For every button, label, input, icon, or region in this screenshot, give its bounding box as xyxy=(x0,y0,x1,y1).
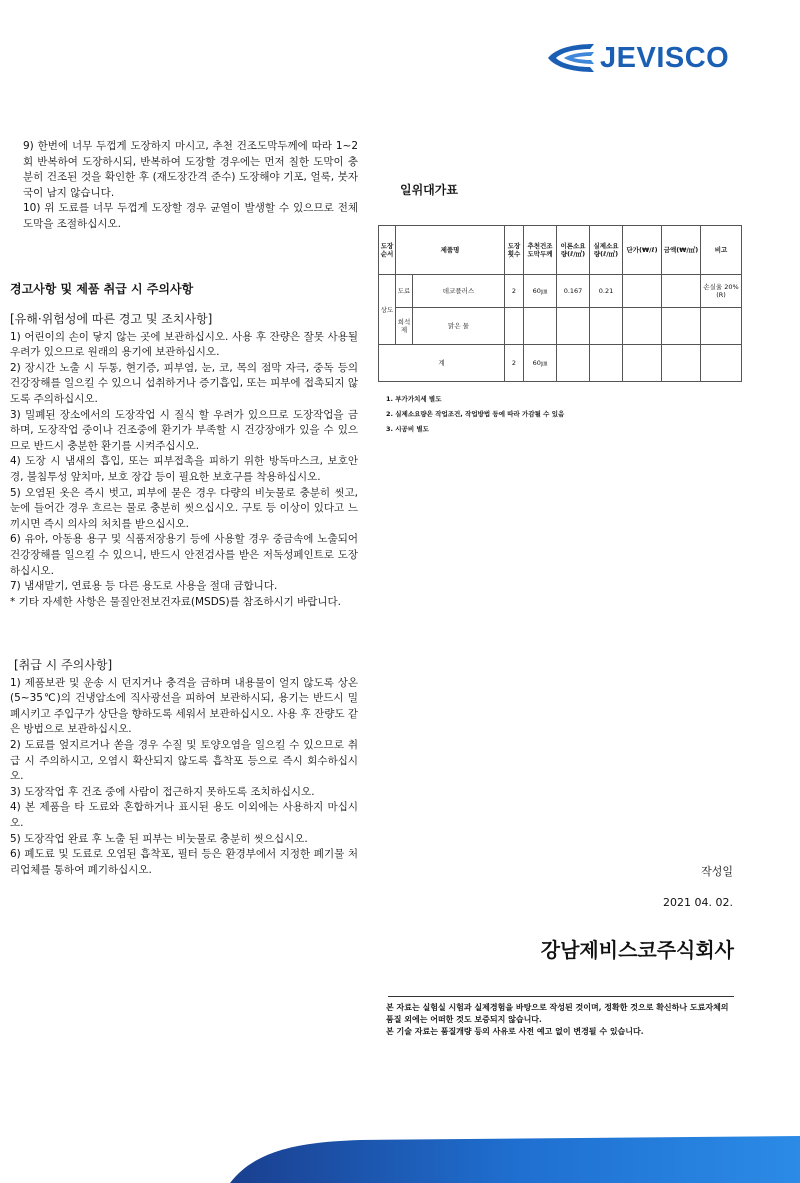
thickness-cell: 60㎛ xyxy=(524,275,557,308)
logo-swoosh-icon xyxy=(544,40,598,76)
name-cell: 맑은 물 xyxy=(413,308,505,345)
warning-heading: 경고사항 및 제품 취급 시 주의사항 xyxy=(10,282,194,296)
warning-item: 5) 오염된 옷은 즉시 벗고, 피부에 묻은 경우 다량의 비눗물로 충분히 씻고, 눈에 들어간 경우 흐르는 물로 충분히 씻으십시오. 구토 등 이상이 있다고 느끼시면 즉시 의사의 처치를 받으십시오. xyxy=(10,486,358,530)
table-title: 일위대가표 xyxy=(400,183,458,197)
coats-cell xyxy=(505,308,524,345)
note-cell: 손실율 20%(R) xyxy=(701,275,742,308)
date-label: 작성일 xyxy=(701,865,733,878)
note-item: 1. 부가가치세 별도 xyxy=(386,395,442,403)
handling-item: 2) 도료를 엎지르거나 쏟을 경우 수질 및 토양오염을 일으킬 수 있으므로 취급 시 주의하시고, 오염시 확산되지 않도록 흡착포 등으로 즉시 회수하십시오. xyxy=(10,738,358,783)
warning-item: 3) 밀폐된 장소에서의 도장작업 시 질식 할 우려가 있으므로 도장작업을 금하며, 도장작업 중이나 건조중에 환기가 부족할 시 건강장애가 있을 수 있으므로 반드시 충분한 환기를 시켜주십시오. xyxy=(10,408,358,452)
table-header-row xyxy=(379,226,742,275)
theory-cell xyxy=(557,308,590,345)
header-cell: 실제소요량(ℓ/㎡) xyxy=(590,226,623,275)
warning-item: 1) 어린이의 손이 닿지 않는 곳에 보관하십시오. 사용 후 잔량은 잘못 사용될 우려가 있으므로 원래의 용기에 보관하십시오. xyxy=(10,330,358,359)
handling-item: 3) 도장작업 후 건조 중에 사람이 접근하지 못하도록 조치하십시오. xyxy=(10,785,315,798)
type-cell: 희석제 xyxy=(396,308,413,345)
disclaimer xyxy=(386,1001,736,1037)
handling-subheading: [취급 시 주의사항] xyxy=(14,658,113,672)
note-item: 2. 실제소요량은 작업조건, 작업방법 등에 따라 가감될 수 있음 xyxy=(386,410,565,418)
footer-wave-decoration xyxy=(0,1130,800,1183)
warning-item: * 기타 자세한 사항은 물질안전보건자료(MSDS)를 참조하시기 바랍니다. xyxy=(10,595,341,608)
table-row xyxy=(379,308,742,345)
company-logo xyxy=(544,40,744,76)
date-value: 2021 04. 02. xyxy=(663,896,733,909)
warning-section xyxy=(10,312,358,610)
warning-subheading: [유해·위험성에 따른 경고 및 조치사항] xyxy=(10,312,213,326)
header-cell: 제품명 xyxy=(396,226,505,275)
actual-cell: 0.21 xyxy=(590,275,623,308)
header-cell: 금액(₩/㎡) xyxy=(662,226,701,275)
handling-item: 1) 제품보관 및 운송 시 던지거나 충격을 금하며 내용물이 얼지 않도록 상온(5~35℃)의 건냉암소에 직사광선을 피하여 보관하시되, 용기는 반드시 밀폐시키고 주입구가 상단을 향하도록 세워서 보관하십시오. 사용 후 잔량도 같은 방법으로 보관하십시오. xyxy=(10,676,358,736)
header-cell: 단가(₩/ℓ) xyxy=(623,226,662,275)
company-name: 강남제비스코주식회사 xyxy=(540,938,734,962)
handling-item: 5) 도장작업 완료 후 노출 된 피부는 비눗물로 충분히 씻으십시오. xyxy=(10,832,308,845)
disclaimer-line: 본 기술 자료는 품질개량 등의 사유로 사전 예고 없이 변경될 수 있습니다. xyxy=(386,1026,644,1036)
note-item: 3. 시공비 별도 xyxy=(386,425,429,433)
amount-cell xyxy=(662,308,701,345)
header-cell: 도장횟수 xyxy=(505,226,524,275)
header-cell: 이론소요량(ℓ/㎡) xyxy=(557,226,590,275)
handling-section xyxy=(10,658,358,878)
handling-item: 6) 폐도료 및 도료로 오염된 흡착포, 필터 등은 환경부에서 지정한 폐기물 처리업체를 통하여 폐기하십시오. xyxy=(10,848,358,876)
handling-item: 4) 본 제품을 타 도료와 혼합하거나 표시된 용도 이외에는 사용하지 마십시오. xyxy=(10,801,358,829)
intro-list xyxy=(10,139,358,233)
cost-table xyxy=(378,225,742,382)
header-cell: 도장순서 xyxy=(379,226,396,275)
table-notes xyxy=(386,395,564,440)
price-cell xyxy=(623,308,662,345)
group-cell: 상도 xyxy=(379,275,396,345)
intro-item: 10) 위 도료를 너무 두껍게 도장할 경우 균열이 발생할 수 있으므로 전체도막을 조절하십시오. xyxy=(23,202,358,230)
coats-cell: 2 xyxy=(505,275,524,308)
disclaimer-line: 본 자료는 실험실 시험과 실제경험을 바탕으로 작성된 것이며, 정확한 것으로 확신하나 도료자체의 품질 외에는 어떠한 것도 보증되지 않습니다. xyxy=(386,1002,729,1024)
thickness-cell xyxy=(524,308,557,345)
price-cell xyxy=(623,275,662,308)
header-cell: 비고 xyxy=(701,226,742,275)
header-cell: 추천건조도막두께 xyxy=(524,226,557,275)
warning-item: 7) 냄새맡기, 연료용 등 다른 용도로 사용을 절대 금합니다. xyxy=(10,580,278,593)
note-cell xyxy=(701,308,742,345)
amount-cell xyxy=(662,275,701,308)
warning-item: 2) 장시간 노출 시 두통, 현기증, 피부염, 눈, 코, 목의 점막 자극, 중독 등의 건강장해를 일으킬 수 있으니 섭취하거나 증기흡입, 또는 피부에 접촉되지 않도록 주의하십시오. xyxy=(10,361,358,405)
table-row xyxy=(379,275,742,308)
divider xyxy=(388,996,734,997)
type-cell: 도료 xyxy=(396,275,413,308)
total-coats: 2 xyxy=(505,345,524,382)
name-cell: 데코플러스 xyxy=(413,275,505,308)
total-thickness: 60㎛ xyxy=(524,345,557,382)
theory-cell: 0.167 xyxy=(557,275,590,308)
total-label: 계 xyxy=(379,345,505,382)
actual-cell xyxy=(590,308,623,345)
warning-item: 6) 유아, 아동용 용구 및 식품저장용기 등에 사용할 경우 중금속에 노출되어 건강장해를 일으킬 수 있으니, 반드시 안전검사를 받은 저독성페인트로 도장하십시오. xyxy=(10,533,358,577)
brand-name: JEVISCO xyxy=(600,41,730,74)
warning-item: 4) 도장 시 냄새의 흡입, 또는 피부접촉을 피하기 위한 방독마스크, 보호안경, 불침투성 앞치마, 보호 장갑 등이 필요한 보호구를 착용하십시오. xyxy=(10,455,358,483)
intro-item: 9) 한번에 너무 두껍게 도장하지 마시고, 추천 건조도막두께에 따라 1~2회 반복하여 도장하시되, 반복하여 도장할 경우에는 먼저 칠한 도막이 충분히 건조된 것을 확인한 후 (재도장간격 준수) 도장해야 기포, 얼룩, 붓자국이 남지 않습니다. xyxy=(23,140,358,199)
table-total-row xyxy=(379,345,742,382)
